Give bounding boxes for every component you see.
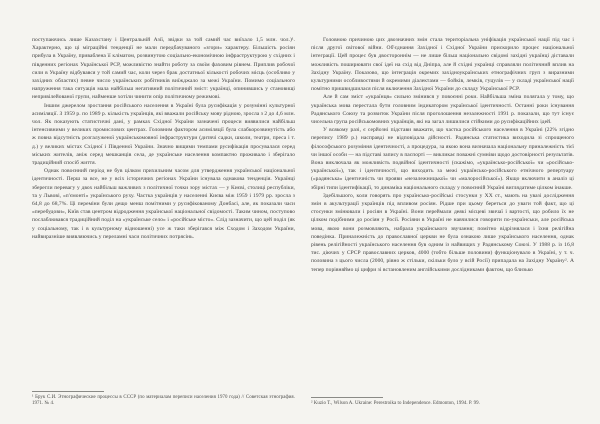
footnote-block: [32, 385, 295, 408]
paragraph: Іншим джерелом зростання російського населення в Україні була русифікація у розумінні культурної асиміляції. З 1959 р. по 1989 р. кількість українців, які вважали російську мову рідною, зросла з 2 до 4,6 млн. чол. Як показують статистичні дані, у рамках Східної України зазначені процеси виявилися найбільш інтенсивними у великих промислових центрах. Головним фактором асиміляції була слабкорозвинутість або ж повна відсутність розгалуженої українськомовної інфраструктури (дитячі садки, школи, театри, преса і т. д.) у великих містах Східної і Південної України. Значно вищими темпами русифікація просувалася серед міських жителів, аніж серед мешканців села, де українське населення компактно проживало і зберігало традиційний спосіб життя.: [32, 102, 295, 167]
paragraph: Однак повоєнний період не був цілком прихильним часом для утвердження української національної ідентичності. Перш за все, не у всіх історичних регіонах України існувала однакова тенденція. Українці зберегли перевагу у двох найбільш важливих з політичної точки зору містах — у Києві, столиці республіки, та у Львові, «п'ємонті» українського руху. Частка українців у населенні Києва між 1959 і 1979 рр. зросла з 64,8 до 68,7%. Ці переміни були дещо менш помітними у русифікованому Донбасі, але, як показали часи «перебудови», Київ став центром відродження української національної свідомості. Таким чином, поступово послаблювався традиційний поділ на «українське село» і «російське місто». Слід зазначити, що цей поділ (як у соціальному, так і в культурному відношенні) усе ж таки зберігався між Сходом і Заходом України, найвиразніше виявляючись у переламні часи політичних потрясінь.: [32, 168, 295, 240]
paragraph: Але й сам зміст «українця» сильно змінився у повоєнні роки. Найбільша зміна полягала у тому, що українська мова перестала бути головним індикатором української ідентичності. Останні роки існування Радянського Союзу та розвиток України після проголошення незалежності 1991 р. показали, що тут існує чисельна група російськомовних українців, які на загал лишилися стійкими до русифікаційних ідей.: [311, 94, 574, 126]
text-column-right: [311, 36, 574, 408]
footnote-block: [311, 391, 574, 408]
text-column-left: [32, 36, 295, 408]
paragraph: Головною причиною цих двозначних змін стала територіальна уніфікація української нації під час і після другої світової війни. Об'єднання Західної і Східної України прискорило процес національної інтеграції. Цей процес був двостороннім — не лише більш національно свідомі західні українці діставали можливість поширювати свої ідеї на схід від Дніпра, але й східні українці справляли політичний вплив на Західну Україну. Показово, що інтеграція окремих західноукраїнських етнографічних груп з виразними культурними особливостями й окремими діалектами — бойків, лемків, гуцулів — у складі української нації помітно пришвидшилася після включення Західної України до складу Української РСР.: [311, 37, 574, 93]
paragraph: У всякому разі, є серйозні підстави вважати, що частка російського населення в Україні (22% згідно перепису 1989 р.) насправді не відповідала дійсності. Радянська статистика виходила зі спрощеного філософського розуміння ідентичності, а процедура, за якою вона визначала національну приналежність тієї чи іншої особи — на підставі запису в паспорті — викликає поважні сумніви щодо достовірності результатів. Вона виключала як можливість подвійної ідентичності (скажімо, «українсько-російської» чи «російсько-української»), так і ідентичності, що виходить за межі українсько-російського етнічного репертуару («радянська» ідентичність чи прояви «незалежницької» чи «малоросійської»). Якщо включити в аналіз ці збірні типи ідентифікації, то динаміка національного складу у повоєнній Україні виглядатиме цілком інакше.: [311, 127, 574, 191]
paragraph: поступаючись лише Казахстану і Центральній Азії, звідки за той самий час виїхало 1,5 млн. чол.)¹. Характерно, що ці міграційні тенденції не мали передбачуваного «згори» характеру. Більшість росіян прибула в Україну, приваблена її кліматом, розвинутою соціально-економічною інфраструктурою у східних і південних регіонах Української РСР, можливістю знайти роботу за своїм фаховим рівнем. Приплив робочої сили в Україну відбувався у той самий час, коли через брак достатньої кількості робочих місць (особливо у західних областях) певне число українських робітників виїжджало за межі України. Помимо соціального напруження така ситуація мала найбільш негативний політичний зміст: українці, опинившись у становищі непривілейованої групи, найменше хотіли чинити опір політичному режимові.: [32, 37, 295, 101]
footnote-separator: [311, 397, 383, 398]
footnote: ² Kuzio T., Wilson A. Ukraine: Perestroika to Independence. Edmonton, 1994. P. 99.: [311, 401, 480, 407]
footnote-separator: [32, 391, 104, 392]
paragraph: Здебільшого, коли говорять про українсько-російські стосунки у XX ст., мають на увазі дослідження змін в акультурації українців під впливом росіян. Рідше при цьому береться до уваги той факт, що ці стосунки змінювали і росіян в Україні. Вони переймали деякі місцеві звичаї і вартості, що робило їх не цілком подібними до росіян у Росії. Росіяни в Україні не навчилися говорити по-українськи, але російська мова, якою вони розмовляють, набрала українського звучання; помітно відрізнялася і їхня релігійна поведінка. Приналежність до православної церкви не була ознакою лише українського населення, однак рівень релігійності українського населення був одним із найвищих у Радянському Союзі. У 1988 р. із 16,8 тис. діючих у СРСР православних церков, 4000 (тобто більше половини) функціонувало в Україні, у т. ч. половина з цього числа (2000, рівно ж стільки, скільки було у всій Росії) припадала на Західну Україну². А тепер порівняймо ці цифри зі встановленим англійськими дослідниками фактом, що близько: [311, 192, 574, 273]
footnote: ¹ Брук С.И. Этнографические процессы в СССР (по материалам переписи населения 1970 года) // Советская этнография. 1971. № 4.: [32, 394, 295, 407]
